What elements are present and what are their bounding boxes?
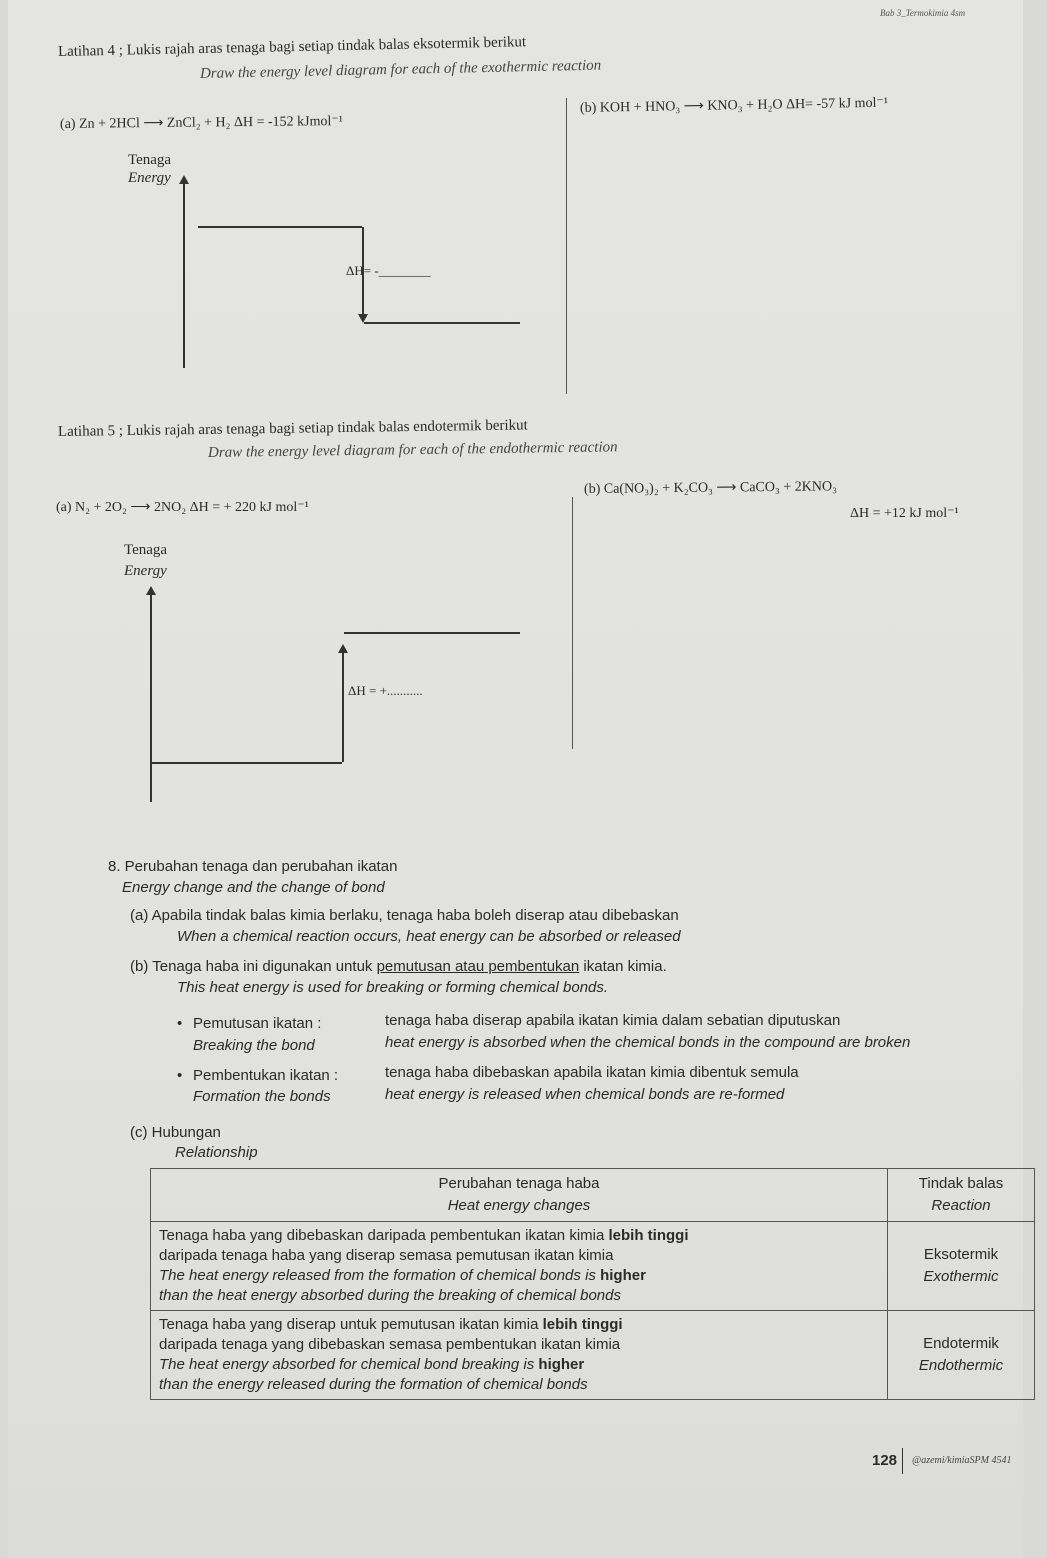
row-reaction: [888, 1222, 1035, 1311]
reaction-ms: Endotermik: [923, 1335, 999, 1352]
column-divider: [572, 497, 573, 749]
point-b-underlined: pemutusan atau pembentukan: [376, 958, 580, 975]
dh-label: [346, 263, 431, 279]
header-heat-energy-changes: [151, 1169, 888, 1222]
bullet1-dot: •: [177, 1015, 183, 1032]
point-b-text-end: ikatan kimia.: [579, 958, 667, 975]
text: The heat energy released from the formation of chemical bonds is: [159, 1267, 601, 1284]
bold-text: lebih tinggi: [608, 1227, 689, 1244]
text: than the heat energy absorbed during the breaking of chemical bonds: [159, 1287, 621, 1304]
page-number: 128: [872, 1452, 898, 1469]
row-description: [151, 1311, 888, 1400]
latihan5-equation-b: (b) Ca(NO₃)₂ + K₂CO₃ ⟶ CaCO₃ + 2KNO₃: [583, 479, 838, 497]
latihan4-title: Latihan 4 ; Lukis rajah aras tenaga bagi setiap tindak balas eksotermik berikut: [57, 34, 527, 60]
table-row: [151, 1311, 1035, 1400]
bullet2-term-en: Formation the bonds: [193, 1088, 331, 1105]
column-divider: [566, 98, 567, 394]
table-row: [151, 1222, 1035, 1311]
latihan5-subtitle: Draw the energy level diagram for each of the endothermic reaction: [207, 439, 618, 461]
bullet1-ms: tenaga haba diserap apabila ikatan kimia dalam sebatian diputuskan: [385, 1012, 841, 1029]
point-a-en: When a chemical reaction occurs, heat energy can be absorbed or released: [177, 928, 681, 945]
relationship-table: [150, 1168, 1035, 1400]
text: than the energy released during the formation of chemical bonds: [159, 1376, 588, 1393]
dh-blank: ________: [378, 263, 431, 278]
bold-text: lebih tinggi: [542, 1316, 623, 1333]
point-b-ms: [130, 958, 667, 975]
header-en: Heat energy changes: [447, 1197, 591, 1214]
footer-credit: @azemi/kimiaSPM 4541: [912, 1455, 1012, 1466]
axis-label-tenaga: Tenaga: [124, 542, 168, 558]
axis-arrow-icon: [146, 586, 156, 595]
bold-text: higher: [538, 1356, 585, 1373]
point-a-ms: (a) Apabila tindak balas kimia berlaku, tenaga haba boleh diserap atau dibebaskan: [130, 907, 679, 924]
dh-text: ΔH= -: [346, 263, 379, 278]
bullet2-ms: tenaga haba dibebaskan apabila ikatan kimia dibentuk semula: [385, 1064, 799, 1081]
chapter-header: Bab 3_Termokimia 4sm: [880, 8, 966, 18]
energy-axis: [183, 182, 185, 368]
axis-label-tenaga: Tenaga: [128, 152, 172, 168]
reactant-level: [150, 762, 342, 764]
point-b-text: (b) Tenaga haba ini digunakan untuk: [130, 958, 377, 975]
axis-arrow-icon: [179, 175, 189, 184]
dh-arrow-up-icon: [338, 644, 348, 653]
bullet1-en: heat energy is absorbed when the chemical bonds in the compound are broken: [385, 1034, 911, 1051]
header-ms: Tindak balas: [918, 1175, 1004, 1192]
dh-text: ΔH = +: [348, 683, 387, 698]
text: Tenaga haba yang dibebaskan daripada pembentukan ikatan kimia: [159, 1227, 609, 1244]
header-en: Reaction: [931, 1197, 991, 1214]
reaction-en: Endothermic: [918, 1357, 1004, 1374]
product-level: [344, 632, 520, 634]
bullet1-term-en: Breaking the bond: [193, 1037, 315, 1054]
reactant-level: [198, 226, 362, 228]
point-b-en: This heat energy is used for breaking or forming chemical bonds.: [177, 979, 609, 996]
header-reaction: [888, 1169, 1035, 1222]
bullet1-term: Pemutusan ikatan :: [193, 1015, 322, 1032]
latihan4-equation-a: (a) Zn + 2HCl ⟶ ZnCl₂ + H₂ ΔH = -152 kJmol⁻¹: [59, 114, 344, 132]
dh-arrow-line: [342, 652, 344, 762]
dh-label: [348, 683, 423, 699]
footer-divider: [902, 1448, 903, 1474]
bullet2-en: heat energy is released when chemical bonds are re-formed: [385, 1086, 785, 1103]
header-ms: Perubahan tenaga haba: [438, 1175, 600, 1192]
row-reaction: [888, 1311, 1035, 1400]
point-c-en: Relationship: [175, 1144, 258, 1161]
section8-title-en: Energy change and the change of bond: [122, 879, 385, 896]
latihan5-equation-b-dh: ΔH = +12 kJ mol⁻¹: [850, 506, 959, 521]
axis-label-energy: Energy: [128, 170, 171, 186]
latihan5-equation-a: (a) N₂ + 2O₂ ⟶ 2NO₂ ΔH = + 220 kJ mol⁻¹: [56, 500, 309, 515]
latihan5-title: Latihan 5 ; Lukis rajah aras tenaga bagi setiap tindak balas endotermik berikut: [57, 417, 528, 440]
latihan4-equation-b: (b) KOH + HNO₃ ⟶ KNO₃ + H₂O ΔH= -57 kJ mol⁻¹: [579, 95, 889, 116]
table-header-row: [151, 1169, 1035, 1222]
axis-label-energy: Energy: [124, 563, 167, 579]
row-description: [151, 1222, 888, 1311]
text: daripada tenaga yang dibebaskan semasa pembentukan ikatan kimia: [159, 1336, 621, 1353]
reaction-ms: Eksotermik: [923, 1246, 999, 1263]
point-c-ms: (c) Hubungan: [130, 1124, 221, 1141]
bold-text: higher: [600, 1267, 646, 1284]
dh-blank: ...........: [386, 683, 423, 698]
text: The heat energy absorbed for chemical bond breaking is: [159, 1356, 539, 1373]
text: Tenaga haba yang diserap untuk pemutusan ikatan kimia: [159, 1316, 543, 1333]
bullet2-dot: •: [177, 1067, 183, 1084]
reaction-en: Exothermic: [923, 1268, 999, 1285]
energy-axis: [150, 594, 152, 802]
latihan4-subtitle: Draw the energy level diagram for each of the exothermic reaction: [199, 57, 602, 82]
bullet2-term: Pembentukan ikatan :: [193, 1067, 339, 1084]
section8-title: 8. Perubahan tenaga dan perubahan ikatan: [108, 858, 398, 875]
text: daripada tenaga haba yang diserap semasa pemutusan ikatan kimia: [159, 1247, 614, 1264]
product-level: [364, 322, 520, 324]
